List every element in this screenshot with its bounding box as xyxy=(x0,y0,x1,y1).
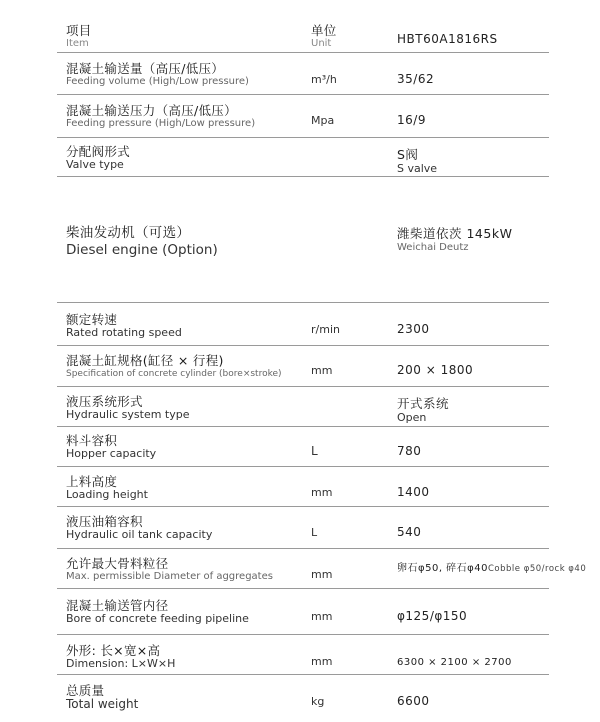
row-unit: kg xyxy=(311,695,325,708)
row-label-en: Hopper capacity xyxy=(66,447,157,460)
row-unit: Mpa xyxy=(311,114,335,127)
table-row xyxy=(57,675,549,717)
row-value: 16/9 xyxy=(397,113,426,127)
table-row xyxy=(57,95,549,138)
unit-header-zh: 单位 xyxy=(311,23,337,38)
unit-header xyxy=(311,23,337,50)
row-unit: r/min xyxy=(311,323,340,336)
row-label-en: Max. permissible Diameter of aggregates xyxy=(66,571,273,582)
table-header xyxy=(57,10,549,53)
row-value-en: Weichai Deutz xyxy=(397,242,469,253)
row-label-zh: 混凝土输送量（高压/低压） xyxy=(66,61,225,76)
row-unit: L xyxy=(311,526,318,539)
row-value-en: Cobble φ50/rock φ40 xyxy=(488,564,587,574)
row-label-zh: 液压油箱容积 xyxy=(66,514,143,529)
row-unit: mm xyxy=(311,568,333,581)
row-label-zh: 允许最大骨料粒径 xyxy=(66,556,169,571)
table-row xyxy=(57,177,549,303)
table-row xyxy=(57,53,549,95)
row-label-zh: 外形: 长×宽×高 xyxy=(66,643,161,658)
row-label-en: Bore of concrete feeding pipeline xyxy=(66,612,249,625)
row-label-zh: 总质量 xyxy=(66,683,105,698)
row-label-zh: 混凝土输送管内径 xyxy=(66,598,169,613)
row-value: 1400 xyxy=(397,485,430,499)
row-value: 6300 × 2100 × 2700 xyxy=(397,657,512,668)
row-label-en: Feeding pressure (High/Low pressure) xyxy=(66,118,256,129)
table-row xyxy=(57,346,549,387)
row-value: 卵石φ50, 碎石φ40 xyxy=(397,563,488,574)
row-value: 6600 xyxy=(397,694,430,708)
row-unit: mm xyxy=(311,364,333,377)
table-row xyxy=(57,635,549,675)
table-row xyxy=(57,387,549,427)
row-label-en: Diesel engine (Option) xyxy=(66,242,218,258)
row-value: 780 xyxy=(397,444,422,458)
row-unit: m³/h xyxy=(311,73,337,86)
row-label-zh: 料斗容积 xyxy=(66,433,118,448)
row-label-zh: 混凝土输送压力（高压/低压） xyxy=(66,103,237,118)
table-row xyxy=(57,467,549,507)
row-value: 开式系统 xyxy=(397,396,450,411)
row-value: 200 × 1800 xyxy=(397,363,474,377)
row-unit: mm xyxy=(311,655,333,668)
spec-table xyxy=(57,10,587,717)
row-label-zh: 液压系统形式 xyxy=(66,394,143,409)
row-value: 540 xyxy=(397,525,422,539)
row-label-en: Total weight xyxy=(66,697,139,711)
model-header xyxy=(397,28,498,47)
row-label-zh: 混凝土缸规格(缸径 × 行程) xyxy=(66,353,224,368)
row-value-en: Open xyxy=(397,411,427,424)
row-value-en: S valve xyxy=(397,162,438,175)
row-label-en: Valve type xyxy=(66,158,124,171)
row-value: 潍柴道依茨 145kW xyxy=(397,226,513,241)
row-unit: mm xyxy=(311,486,333,499)
table-row xyxy=(57,427,549,467)
row-label-en: Hydraulic system type xyxy=(66,408,190,421)
row-value: S阀 xyxy=(397,147,419,162)
row-label-zh: 上料高度 xyxy=(66,474,118,489)
row-label-en: Rated rotating speed xyxy=(66,326,182,339)
row-label-zh: 分配阀形式 xyxy=(66,144,131,159)
row-unit: L xyxy=(311,444,318,458)
unit-header-en: Unit xyxy=(311,38,332,49)
table-row xyxy=(57,549,587,589)
row-unit: mm xyxy=(311,610,333,623)
item-header-en: Item xyxy=(66,38,89,49)
table-row xyxy=(57,589,549,635)
row-label-en: Specification of concrete cylinder (bore×stroke) xyxy=(66,369,282,379)
row-label-en: Dimension: L×W×H xyxy=(66,657,176,670)
row-value: φ125/φ150 xyxy=(397,609,468,623)
row-label-en: Feeding volume (High/Low pressure) xyxy=(66,76,249,87)
table-row xyxy=(57,138,549,177)
row-label-zh: 柴油发动机（可选） xyxy=(66,225,191,241)
item-header xyxy=(66,23,92,50)
row-label-en: Hydraulic oil tank capacity xyxy=(66,528,213,541)
row-value: 35/62 xyxy=(397,72,435,86)
model-name: HBT60A1816RS xyxy=(397,32,498,46)
row-label-en: Loading height xyxy=(66,488,148,501)
table-row xyxy=(57,507,549,549)
row-label-zh: 额定转速 xyxy=(66,312,118,327)
table-row xyxy=(57,303,549,346)
item-header-zh: 项目 xyxy=(66,23,92,38)
row-value: 2300 xyxy=(397,322,430,336)
